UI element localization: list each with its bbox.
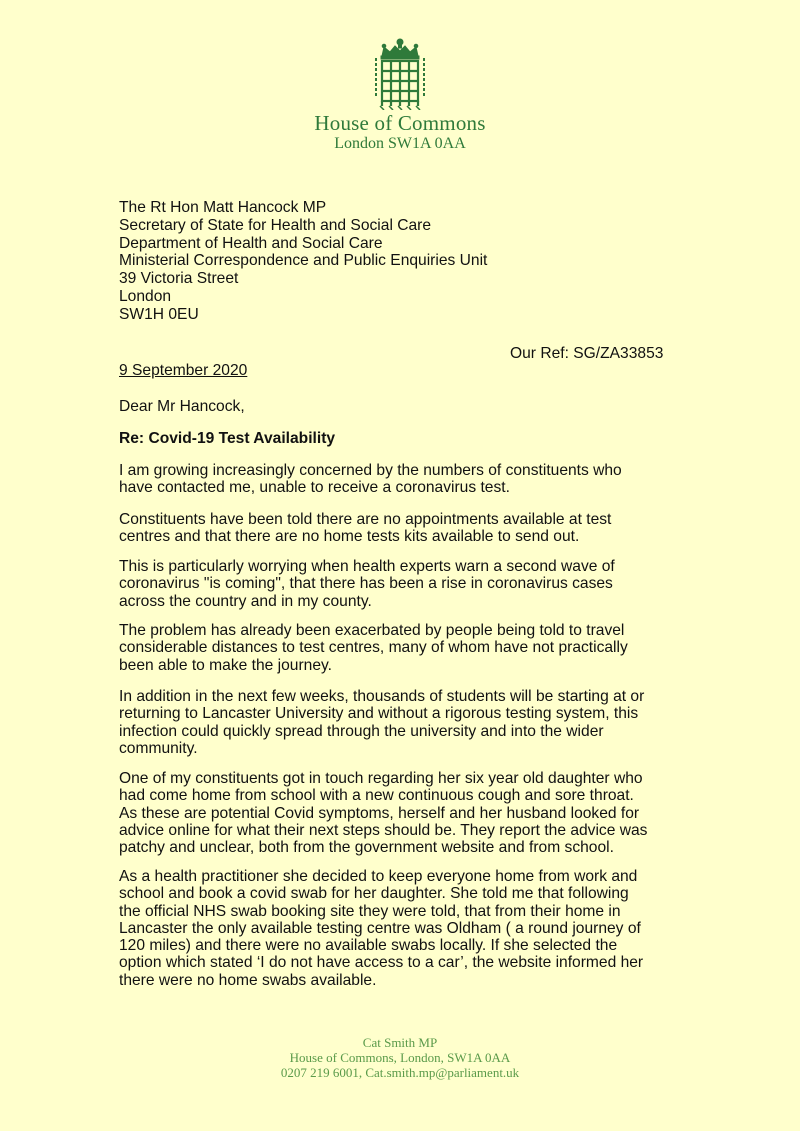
- recipient-line: Ministerial Correspondence and Public Enquiries Unit: [119, 252, 488, 270]
- recipient-line: 39 Victoria Street: [119, 270, 239, 288]
- letterhead-address: London SW1A 0AA: [334, 135, 466, 152]
- body-paragraph: As a health practitioner she decided to keep everyone home from work and school and book a covid swab for her daughter. She told me that following the official NHS swab booking site they were told, that from their home in Lancaster the only available testing centre was Oldham ( a round journey of 120 miles) and there were no available swabs locally. If she selected the option which stated ‘I do not have access to a car’, the website informed her there were no home swabs available.: [119, 868, 644, 989]
- letter-date: 9 September 2020: [119, 362, 248, 379]
- recipient-line: The Rt Hon Matt Hancock MP: [119, 199, 327, 216]
- recipient-line: London: [119, 287, 172, 305]
- recipient-line: Secretary of State for Health and Social Care: [119, 216, 432, 234]
- body-paragraph: I am growing increasingly concerned by the numbers of constituents who have contacted me, unable to receive a coronavirus test.: [119, 462, 622, 497]
- recipient-line: Department of Health and Social Care: [119, 234, 383, 252]
- body-paragraph: The problem has already been exacerbated by people being told to travel considerable distances to test centres, many of whom have not practically been able to make the journey.: [119, 622, 628, 674]
- body-paragraph: Constituents have been told there are no appointments available at test centres and that there are no home tests kits available to send out.: [119, 511, 612, 546]
- body-paragraph: This is particularly worrying when health experts warn a second wave of coronavirus "is coming", that there has been a rise in coronavirus cases across the country and in my county.: [119, 558, 615, 610]
- footer-contact: 0207 219 6001, Cat.smith.mp@parliament.uk: [280, 1065, 520, 1080]
- recipient-line: SW1H 0EU: [119, 305, 199, 323]
- recipient-address: [119, 199, 487, 324]
- salutation: Dear Mr Hancock,: [119, 398, 245, 415]
- body-paragraph: One of my constituents got in touch regarding her six year old daughter who had come home from school with a new continuous cough and sore throat. As these are potential Covid symptoms, herself and her husband looked for advice online for what their next steps should be. They report the advice was patchy and unclear, both from the government website and from school.: [119, 770, 648, 857]
- subject-line: Re: Covid-19 Test Availability: [119, 430, 336, 447]
- letterhead-name: House of Commons: [314, 111, 486, 135]
- portcullis-crest-icon: [370, 38, 430, 110]
- body-paragraph: In addition in the next few weeks, thousands of students will be starting at or returning to Lancaster University and without a rigorous testing system, this infection could quickly spread through the university and into the wider community.: [119, 688, 645, 757]
- reference-number: Our Ref: SG/ZA33853: [510, 345, 664, 362]
- footer-address: House of Commons, London, SW1A 0AA: [289, 1050, 511, 1065]
- footer-name: Cat Smith MP: [362, 1035, 438, 1050]
- letter-footer: [0, 1035, 800, 1080]
